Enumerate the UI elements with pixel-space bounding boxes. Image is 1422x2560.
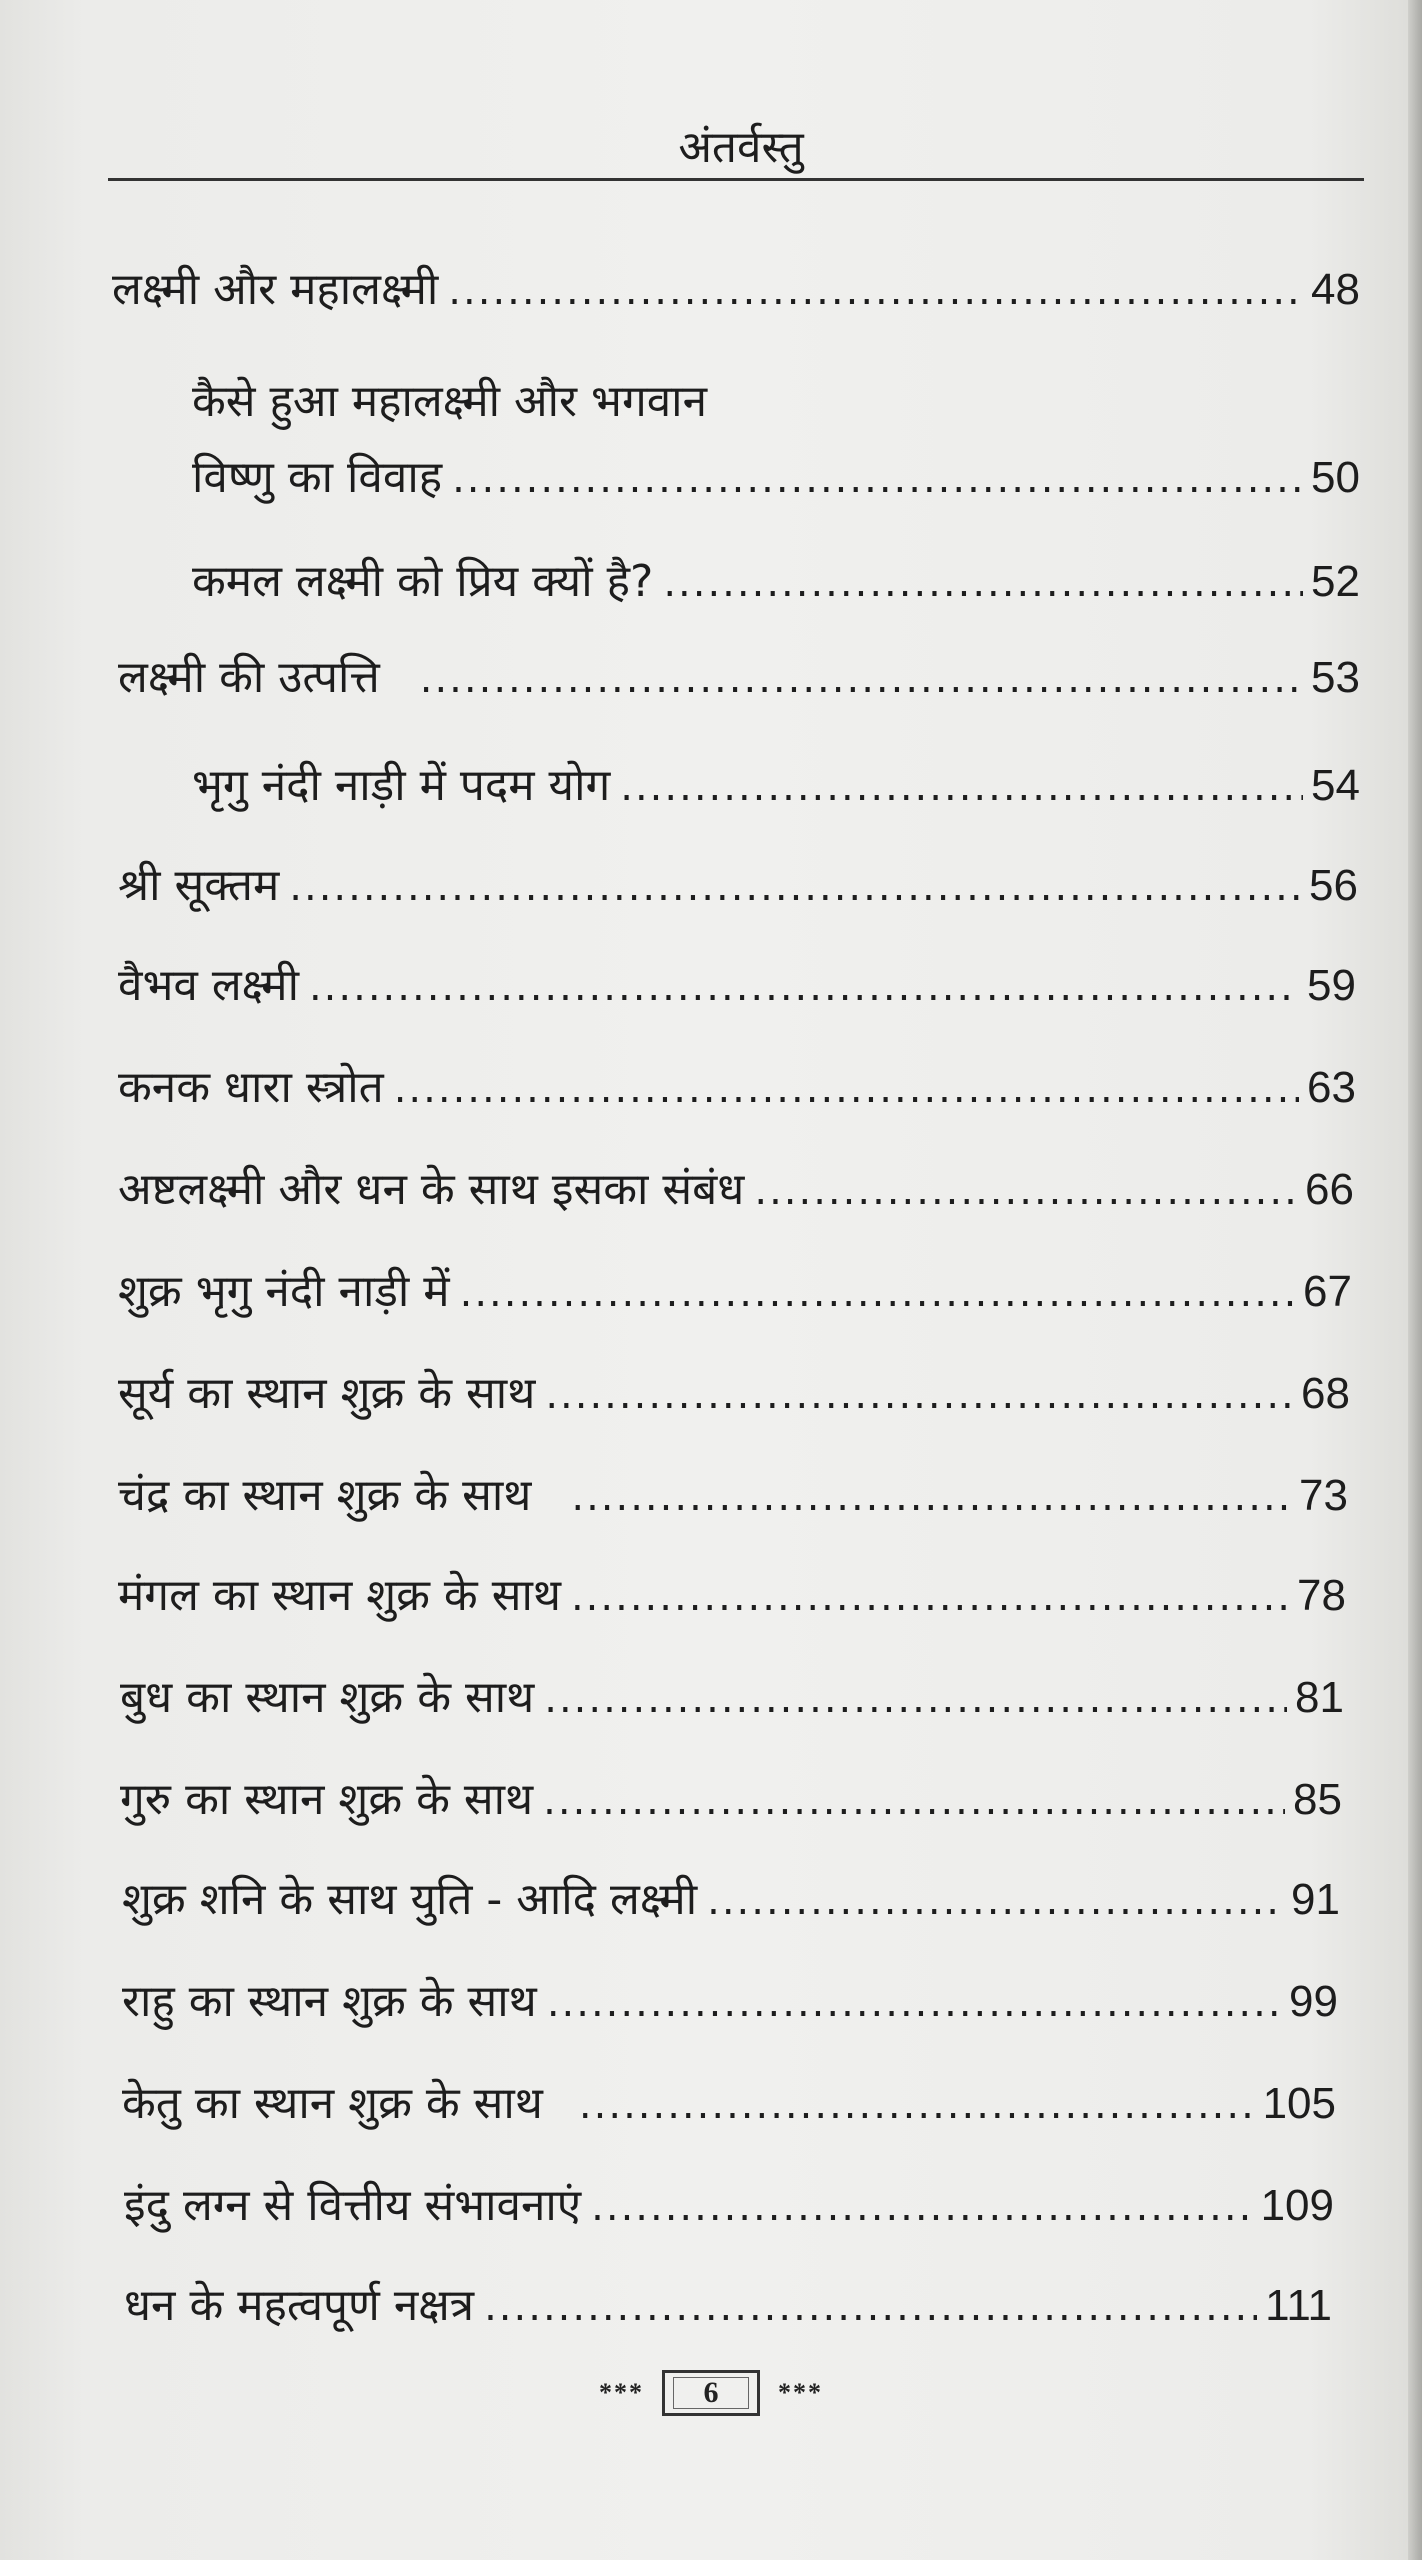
leader-dots — [591, 2177, 1252, 2237]
toc-entry-label: कमल लक्ष्मी को प्रिय क्यों है? — [192, 556, 654, 607]
toc-entry-label: मंगल का स्थान शुक्र के साथ — [118, 1570, 561, 1621]
toc-entry-page: 67 — [1303, 1267, 1352, 1316]
leader-dots — [420, 649, 1303, 709]
leader-dots — [394, 1059, 1299, 1119]
leader-dots — [571, 1567, 1289, 1627]
leader-dots — [452, 449, 1303, 509]
toc-entry-label: कनक धारा स्त्रोत — [118, 1062, 384, 1113]
toc-entry — [118, 1058, 1356, 1119]
toc-entry — [122, 1972, 1338, 2033]
toc-entry — [118, 856, 1358, 917]
toc-entry-label: शुक्र भृगु नंदी नाड़ी में — [118, 1266, 450, 1317]
toc-entry-label: वैभव लक्ष्मी — [118, 960, 299, 1011]
toc-entry-label: लक्ष्मी की उत्पत्ति — [118, 652, 380, 703]
page-footer — [0, 2370, 1422, 2416]
toc-entry-label: शुक्र शनि के साथ युति - आदि लक्ष्मी — [122, 1874, 698, 1925]
toc-entry — [118, 648, 1360, 709]
toc-entry-page: 66 — [1305, 1165, 1354, 1214]
leader-dots — [579, 2075, 1255, 2135]
toc-entry-page: 52 — [1311, 557, 1360, 606]
leader-dots — [547, 1973, 1281, 2033]
toc-entry-label: अष्टलक्ष्मी और धन के साथ इसका संबंध — [118, 1164, 745, 1215]
toc-entry-page: 111 — [1265, 2281, 1332, 2330]
header-rule — [108, 178, 1364, 181]
toc-entry — [120, 1668, 1344, 1729]
leader-dots — [620, 757, 1303, 817]
toc-entry-label: चंद्र का स्थान शुक्र के साथ — [118, 1470, 532, 1521]
toc-entry-page: 63 — [1307, 1063, 1356, 1112]
toc-entry — [118, 1566, 1346, 1627]
toc-entry-label-line1: कैसे हुआ महालक्ष्मी और भगवान — [192, 376, 707, 427]
toc-entry — [120, 1770, 1342, 1831]
toc-entry-label: इंदु लग्न से वित्तीय संभावनाएं — [124, 2180, 582, 2231]
toc-entry-label: लक्ष्मी और महालक्ष्मी — [112, 264, 439, 315]
toc-entry-page: 81 — [1295, 1673, 1344, 1722]
leader-dots — [448, 261, 1303, 321]
toc-entry-page: 73 — [1299, 1471, 1348, 1520]
toc-entry — [112, 260, 1360, 321]
leader-dots — [460, 1263, 1295, 1323]
toc-entry — [122, 1870, 1340, 1931]
toc-entry — [192, 756, 1360, 817]
toc-entry-page: 78 — [1297, 1571, 1346, 1620]
leader-dots — [571, 1467, 1291, 1527]
toc-entry-page: 48 — [1311, 265, 1360, 314]
toc-entry-page: 53 — [1311, 653, 1360, 702]
toc-entry — [118, 1466, 1348, 1527]
leader-dots — [544, 1669, 1287, 1729]
toc-entry — [192, 448, 1360, 509]
toc-entry — [124, 2176, 1334, 2237]
toc-entry-label: राहु का स्थान शुक्र के साथ — [122, 1976, 537, 2027]
toc-entry-label: सूर्य का स्थान शुक्र के साथ — [118, 1368, 536, 1419]
toc-entry-page: 85 — [1293, 1775, 1342, 1824]
leader-dots — [309, 957, 1299, 1017]
leader-dots — [543, 1771, 1285, 1831]
toc-entry-page: 54 — [1311, 761, 1360, 810]
toc-entry-page: 50 — [1311, 453, 1360, 502]
toc-entry — [192, 552, 1360, 613]
toc-entry-page: 91 — [1291, 1875, 1340, 1924]
toc-entry-page: 68 — [1301, 1369, 1350, 1418]
toc-entry-label: विष्णु का विवाह — [192, 452, 443, 503]
toc-entry-label: गुरु का स्थान शुक्र के साथ — [120, 1774, 534, 1825]
toc-entry-page: 109 — [1260, 2181, 1334, 2230]
leader-dots — [484, 2277, 1257, 2337]
toc-entry — [124, 2276, 1332, 2337]
toc-entry — [122, 2074, 1336, 2135]
toc-entry-page: 59 — [1307, 961, 1356, 1010]
leader-dots — [545, 1365, 1293, 1425]
toc-entry-label: भृगु नंदी नाड़ी में पदम योग — [192, 760, 611, 811]
page-number: 6 — [703, 2376, 719, 2409]
toc-entry-page: 56 — [1309, 861, 1358, 910]
leader-dots — [663, 553, 1303, 613]
leader-dots — [707, 1871, 1283, 1931]
toc-entry-page: 99 — [1289, 1977, 1338, 2026]
toc-entry — [118, 956, 1356, 1017]
toc-entry-page: 105 — [1262, 2079, 1336, 2128]
page-header-title: अंतर्वस्तु — [678, 122, 804, 173]
toc-entry-label: केतु का स्थान शुक्र के साथ — [122, 2078, 543, 2129]
toc-entry-label: श्री सूक्तम — [118, 860, 280, 911]
leader-dots — [289, 857, 1301, 917]
footer-stars-left: *** — [599, 2378, 644, 2407]
toc-entry-label: बुध का स्थान शुक्र के साथ — [120, 1672, 535, 1723]
footer-stars-right: *** — [778, 2378, 823, 2407]
toc-entry — [118, 1160, 1354, 1221]
leader-dots — [754, 1161, 1297, 1221]
toc-entry-label: धन के महत्वपूर्ण नक्षत्र — [124, 2280, 475, 2331]
toc-entry — [118, 1364, 1350, 1425]
page-number-box — [662, 2370, 760, 2416]
page-edge-shadow — [1408, 0, 1422, 2560]
toc-entry — [118, 1262, 1352, 1323]
